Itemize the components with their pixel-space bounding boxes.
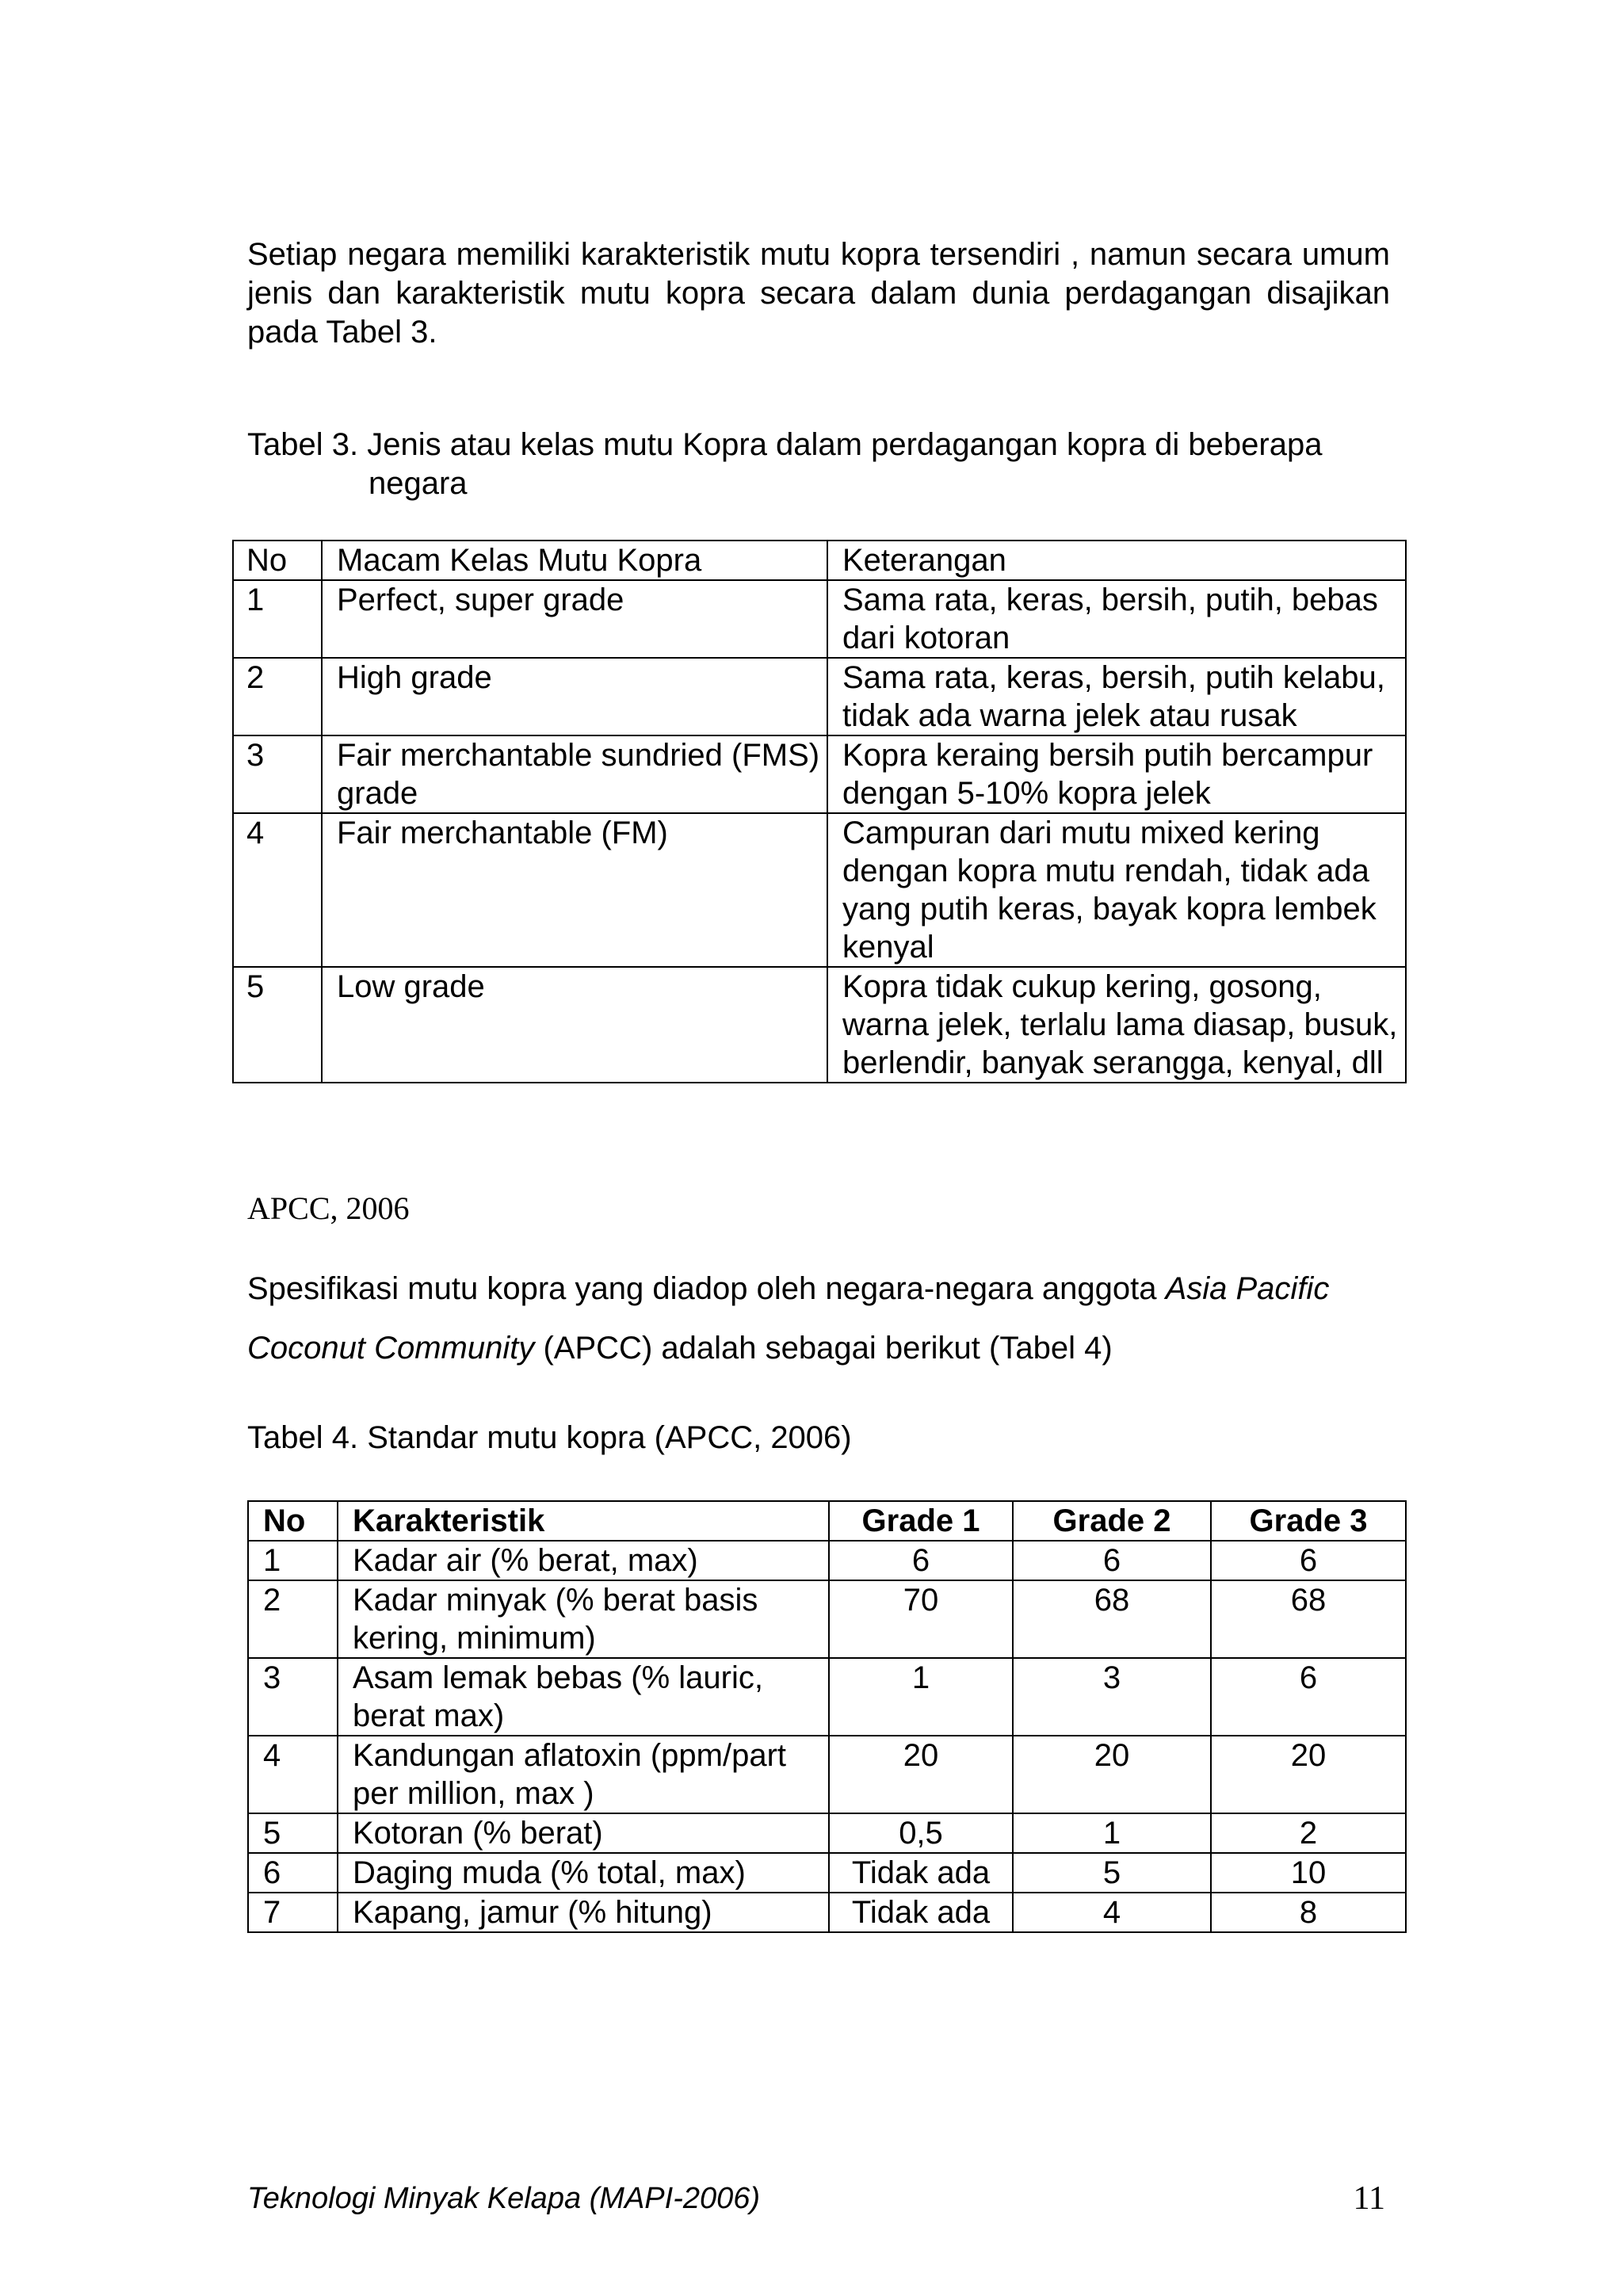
table3-header-no: No — [233, 541, 322, 580]
table3-kelas-mutu — [232, 540, 1407, 1083]
spec-paragraph — [247, 1259, 1390, 1378]
table4-cell-grade3: 6 — [1211, 1658, 1406, 1736]
table3-source: APCC, 2006 — [247, 1190, 410, 1226]
table3-cell-no: 3 — [233, 735, 322, 813]
table4-cell-grade1: 1 — [829, 1658, 1013, 1736]
table4-cell-no: 3 — [248, 1658, 338, 1736]
table-row — [248, 1541, 1406, 1580]
table3-cell-kelas: Low grade — [322, 967, 827, 1083]
table-row — [233, 967, 1406, 1083]
table-row — [233, 813, 1406, 967]
table4-cell-grade2: 4 — [1013, 1893, 1211, 1932]
table3-caption-line1: Tabel 3. Jenis atau kelas mutu Kopra dalam perdagangan kopra di beberapa — [247, 427, 1323, 462]
spec-paragraph-italic: Asia Pacific Coconut Community — [247, 1271, 1330, 1366]
table4-cell-grade2: 1 — [1013, 1813, 1211, 1853]
intro-paragraph: Setiap negara memiliki karakteristik mutu kopra tersendiri , namun secara umum jenis dan karakteristik mutu kopra secara dalam dunia perdagangan disajikan pada Tabel 3. — [247, 237, 1390, 350]
table4-cell-no: 2 — [248, 1580, 338, 1658]
table-row — [248, 1813, 1406, 1853]
table-row — [248, 1893, 1406, 1932]
table3-caption-line2: negara — [369, 466, 468, 501]
table4-header-no: No — [248, 1501, 338, 1541]
table4-cell-no: 1 — [248, 1541, 338, 1580]
table4-cell-grade3: 10 — [1211, 1853, 1406, 1893]
table4-cell-grade3: 2 — [1211, 1813, 1406, 1853]
table3-cell-kelas: Fair merchantable (FM) — [322, 813, 827, 967]
table4-cell-grade2: 3 — [1013, 1658, 1211, 1736]
table4-cell-karakteristik: Kadar minyak (% berat basis kering, minimum) — [338, 1580, 829, 1658]
table3-cell-no: 5 — [233, 967, 322, 1083]
table4-header-grade3: Grade 3 — [1211, 1501, 1406, 1541]
table4-header-grade1: Grade 1 — [829, 1501, 1013, 1541]
table4-caption: Tabel 4. Standar mutu kopra (APCC, 2006) — [247, 1420, 852, 1455]
table-row — [233, 580, 1406, 658]
table4-cell-grade1: 20 — [829, 1736, 1013, 1813]
table4-cell-grade1: Tidak ada — [829, 1893, 1013, 1932]
table3-header-row — [233, 541, 1406, 580]
table4-cell-grade2: 20 — [1013, 1736, 1211, 1813]
table4-cell-grade1: 70 — [829, 1580, 1013, 1658]
table4-cell-grade2: 68 — [1013, 1580, 1211, 1658]
table4-cell-grade3: 8 — [1211, 1893, 1406, 1932]
spec-paragraph-part2: (APCC) adalah sebagai berikut (Tabel 4) — [534, 1331, 1113, 1366]
table4-cell-karakteristik: Kandungan aflatoxin (ppm/part per million, max ) — [338, 1736, 829, 1813]
table-row — [248, 1853, 1406, 1893]
table3-cell-keterangan: Kopra keraing bersih putih bercampur dengan 5-10% kopra jelek — [827, 735, 1406, 813]
table-row — [248, 1580, 1406, 1658]
table4-cell-no: 5 — [248, 1813, 338, 1853]
table4-cell-grade2: 5 — [1013, 1853, 1211, 1893]
table3-cell-kelas: Perfect, super grade — [322, 580, 827, 658]
table4-cell-grade3: 20 — [1211, 1736, 1406, 1813]
page-number: 11 — [1353, 2180, 1385, 2217]
table4-cell-grade3: 6 — [1211, 1541, 1406, 1580]
table3-cell-no: 4 — [233, 813, 322, 967]
table-row — [233, 658, 1406, 735]
table4-cell-karakteristik: Kapang, jamur (% hitung) — [338, 1893, 829, 1932]
table3-header-kelas: Macam Kelas Mutu Kopra — [322, 541, 827, 580]
table-row — [248, 1736, 1406, 1813]
table4-cell-no: 7 — [248, 1893, 338, 1932]
table4-cell-grade1: 0,5 — [829, 1813, 1013, 1853]
table4-cell-grade2: 6 — [1013, 1541, 1211, 1580]
table3-caption — [247, 426, 1404, 503]
table-row — [233, 735, 1406, 813]
table4-header-row — [248, 1501, 1406, 1541]
spec-paragraph-part1: Spesifikasi mutu kopra yang diadop oleh negara-negara anggota — [247, 1271, 1166, 1306]
table4-header-karakteristik: Karakteristik — [338, 1501, 829, 1541]
table3-cell-kelas: High grade — [322, 658, 827, 735]
table4-cell-no: 4 — [248, 1736, 338, 1813]
table-row — [248, 1658, 1406, 1736]
table3-cell-keterangan: Sama rata, keras, bersih, putih kelabu, tidak ada warna jelek atau rusak — [827, 658, 1406, 735]
footer-title: Teknologi Minyak Kelapa (MAPI-2006) — [247, 2182, 761, 2215]
table4-cell-karakteristik: Asam lemak bebas (% lauric, berat max) — [338, 1658, 829, 1736]
table3-cell-keterangan: Campuran dari mutu mixed kering dengan kopra mutu rendah, tidak ada yang putih keras, bayak kopra lembek kenyal — [827, 813, 1406, 967]
table3-cell-no: 2 — [233, 658, 322, 735]
table3-cell-keterangan: Kopra tidak cukup kering, gosong, warna jelek, terlalu lama diasap, busuk, berlendir, banyak serangga, kenyal, dll — [827, 967, 1406, 1083]
table4-cell-karakteristik: Kadar air (% berat, max) — [338, 1541, 829, 1580]
table4-standar-mutu — [247, 1500, 1407, 1933]
table3-cell-kelas: Fair merchantable sundried (FMS) grade — [322, 735, 827, 813]
table4-cell-grade3: 68 — [1211, 1580, 1406, 1658]
table4-header-grade2: Grade 2 — [1013, 1501, 1211, 1541]
table4-cell-karakteristik: Daging muda (% total, max) — [338, 1853, 829, 1893]
table3-header-keterangan: Keterangan — [827, 541, 1406, 580]
table4-cell-no: 6 — [248, 1853, 338, 1893]
table3-cell-no: 1 — [233, 580, 322, 658]
table4-cell-grade1: Tidak ada — [829, 1853, 1013, 1893]
table4-cell-grade1: 6 — [829, 1541, 1013, 1580]
table3-cell-keterangan: Sama rata, keras, bersih, putih, bebas dari kotoran — [827, 580, 1406, 658]
table4-cell-karakteristik: Kotoran (% berat) — [338, 1813, 829, 1853]
